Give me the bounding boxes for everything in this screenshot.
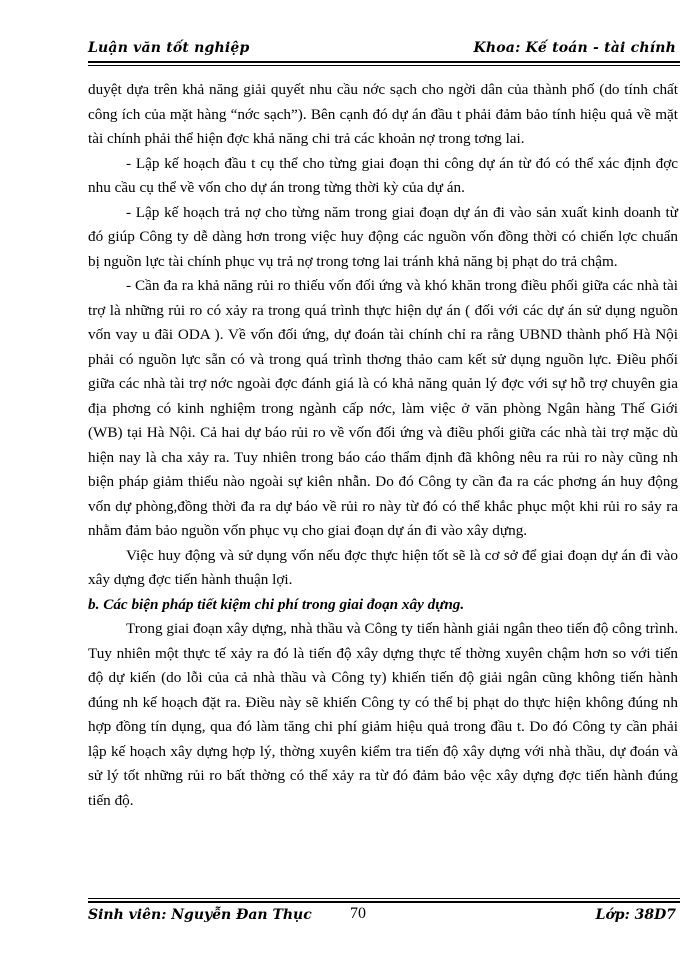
page-footer <box>88 905 680 927</box>
paragraph-construction: Trong giai đoạn xây dựng, nhà thầu và Công ty tiến hành giải ngân theo tiến độ công trình. Tuy nhiên một thực tế xảy ra đó là tiến độ xây dựng thực tế thờng xuyên chậm hơn so với tiến độ dự kiến (do lỗi của cả nhà thầu và Công ty) khiến tiến độ giải ngân cũng không tiến hành đúng nh kế hoạch đặt ra. Điều này sẽ khiến Công ty có thể bị phạt do thực hiện không đúng nh hợp đồng tín dụng, qua đó làm tăng chi phí giảm hiệu quả trong đầu t. Do đó Công ty cần phải lập kế hoạch xây dựng hợp lý, thờng xuyên kiểm tra tiến độ xây dựng với nhà thầu, dự đoán và sử lý tốt những rủi ro bất thờng có thể xảy ra từ đó đảm bảo vệc xây dựng đợc tiến hành đúng tiến độ. <box>88 620 678 809</box>
footer-student: Sinh viên: Nguyễn Đan Thục <box>88 907 312 923</box>
header-thesis-title: Luận văn tốt nghiệp <box>88 40 250 56</box>
paragraph-investment-plan: - Lập kế hoạch đầu t cụ thể cho từng giai đoạn thi công dự án từ đó có thể xác định đợc nhu cầu cụ thể về vốn cho dự án trong từng thời kỳ của dự án. <box>88 154 678 196</box>
page-number: 70 <box>350 905 366 922</box>
page-header <box>88 40 680 62</box>
footer-rule-thin <box>88 898 680 899</box>
header-rule-thin <box>88 65 680 66</box>
header-faculty: Khoa: Kế toán - tài chính <box>473 40 676 56</box>
footer-rule-thick <box>88 901 680 903</box>
paragraph-capital-use: Việc huy động và sử dụng vốn nếu đợc thực hiện tốt sẽ là cơ sở để giai đoạn dự án đi vào xây dựng đợc tiến hành thuận lợi. <box>88 546 678 588</box>
section-subheading: b. Các biện pháp tiết kiệm chi phí trong giai đoạn xây dựng. <box>88 595 465 613</box>
paragraph-continuation: duyệt dựa trên khả năng giải quyết nhu cầu nớc sạch cho ngời dân của thành phố (do tính chất công ích của mặt hàng “nớc sạch”). Bên cạnh đó dự án đầu t phải đảm bảo tính hiệu quả về mặt tài chính phải thể hiện đợc khả năng chi trả các khoản nợ trong tơng lai. <box>88 81 678 147</box>
paragraph-repayment-plan: - Lập kế hoạch trả nợ cho từng năm trong giai đoạn dự án đi vào sản xuất kinh doanh từ đó giúp Công ty dễ dàng hơn trong việc huy động các nguồn vốn đồng thời có chiến lợc chuẩn bị nguồn lực tài chính phục vụ trả nợ trong tơng lai tránh khả năng bị phạt do trả chậm. <box>88 203 678 270</box>
header-rule-thick <box>88 61 680 63</box>
footer-class: Lớp: 38D7 <box>595 907 676 923</box>
paragraph-risk: - Cần đa ra khả năng rủi ro thiếu vốn đối ứng và khó khăn trong điều phối giữa các nhà tài trợ là những rủi ro có xảy ra trong quá trình thực hiện dự án ( đối với các dự án sử dụng nguồn vốn vay u đãi ODA ). Về vốn đối ứng, dự đoán tài chính chỉ ra rằng UBND thành phố Hà Nội phải có nguồn lực sẵn có và trong quá trình thơng thảo cam kết sử dụng nguồn lực. Điều phối giữa các nhà tài trợ nớc ngoài đợc đánh giá là có khả năng quản lý đợc với sự hỗ trợ chuyên gia địa phơng có kinh nghiệm trong ngành cấp nớc, làm việc ở văn phòng Ngân hàng Thế Giới (WB) tại Hà Nội. Cả hai dự báo rủi ro về vốn đối ứng và điều phối giữa các nhà tài trợ mặc dù hiện nay là cha xảy ra. Tuy nhiên trong báo cáo thẩm định đã không nêu ra rủi ro này cũng nh biện pháp giảm thiểu nào ngoài sự kiên nhẫn. Do đó Công ty cần đa ra các phơng án huy động vốn dự phòng,đồng thời đa ra dự báo về rủi ro này từ đó có thể khắc phục một khi rủi ro sảy ra nhằm đảm bảo nguồn vốn phục vụ cho giai đoạn dự án đi vào xây dựng. <box>88 277 678 539</box>
page-body <box>88 78 678 813</box>
